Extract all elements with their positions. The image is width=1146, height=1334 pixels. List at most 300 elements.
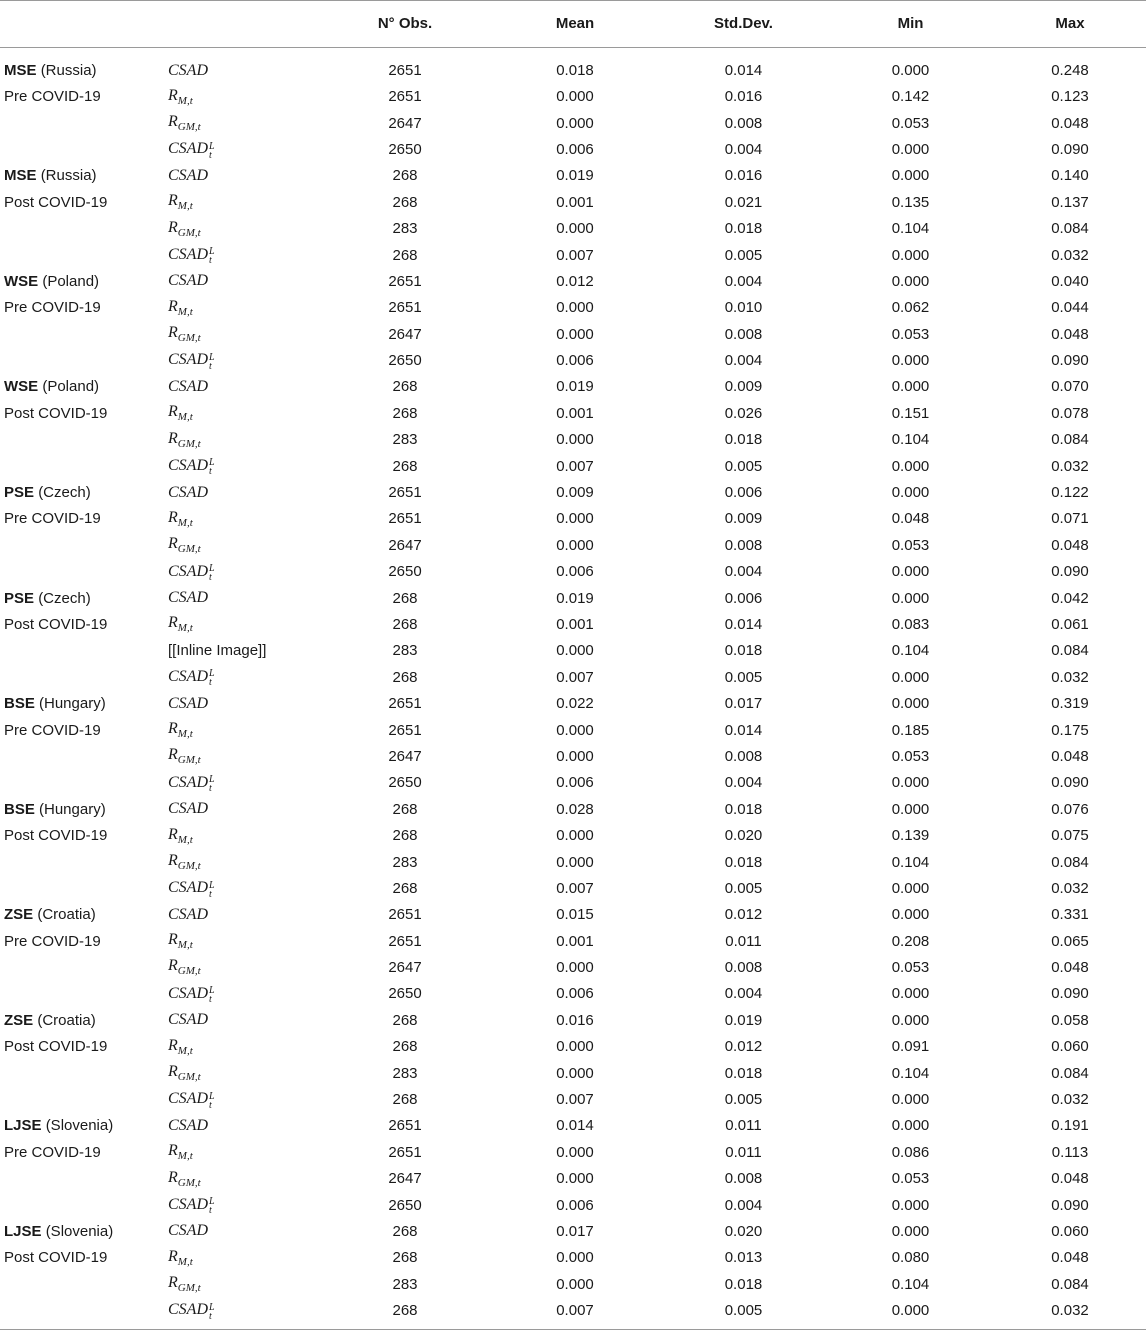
market-cell xyxy=(0,400,168,426)
variable-subscript: M,t xyxy=(177,833,193,846)
market-cell xyxy=(0,189,168,215)
variable-cell xyxy=(168,268,320,294)
table-row xyxy=(0,136,1146,162)
variable-cell xyxy=(168,400,320,426)
obs-cell: 283 xyxy=(392,1064,418,1082)
mean-cell: 0.001 xyxy=(556,404,594,422)
table-row xyxy=(0,1218,1146,1244)
variable-base: CSAD xyxy=(168,1116,208,1134)
market-cell xyxy=(0,1166,168,1192)
std-dev-cell: 0.004 xyxy=(724,774,763,792)
obs-cell: 2647 xyxy=(388,114,422,132)
obs-cell: 2647 xyxy=(388,747,422,765)
variable-base: CSAD xyxy=(168,562,208,580)
min-cell: 0.080 xyxy=(891,1249,930,1267)
variable-cell xyxy=(168,928,320,954)
mean-cell: 0.007 xyxy=(556,668,594,686)
std-dev-cell: 0.006 xyxy=(724,484,763,502)
variable-subscript: t xyxy=(209,1099,212,1111)
market-cell xyxy=(0,295,168,321)
mean-cell: 0.000 xyxy=(556,510,594,528)
mean-cell: 0.022 xyxy=(556,695,594,713)
variable-symbol xyxy=(168,1168,201,1189)
variable-subscript: M,t xyxy=(177,1255,193,1268)
market-cell xyxy=(0,1218,168,1244)
market-cell xyxy=(0,1245,168,1271)
max-cell: 0.060 xyxy=(1051,1038,1089,1056)
variable-symbol xyxy=(168,1195,215,1217)
max-cell: 0.331 xyxy=(1051,906,1089,924)
variable-cell xyxy=(168,1192,320,1218)
variable-supsub xyxy=(209,669,215,687)
market-country: (Croatia) xyxy=(37,1011,96,1029)
market-cell xyxy=(0,1086,168,1112)
std-dev-cell: 0.013 xyxy=(724,1249,763,1267)
std-dev-cell: 0.004 xyxy=(724,1196,763,1214)
obs-cell: 268 xyxy=(392,1091,418,1109)
variable-base: CSAD xyxy=(168,166,208,184)
table-row xyxy=(0,321,1146,347)
variable-cell xyxy=(168,849,320,875)
variable-base: CSAD xyxy=(168,984,208,1002)
table-row xyxy=(0,84,1146,110)
inline-image-placeholder: [[Inline Image]] xyxy=(168,642,267,660)
market-cell xyxy=(0,1113,168,1139)
obs-cell: 2651 xyxy=(388,695,422,713)
mean-cell: 0.000 xyxy=(556,536,594,554)
min-cell: 0.000 xyxy=(891,246,930,264)
variable-symbol xyxy=(168,112,201,134)
table-row xyxy=(0,559,1146,585)
min-cell: 0.086 xyxy=(891,1143,930,1161)
obs-cell: 283 xyxy=(392,853,418,871)
market-cell xyxy=(0,506,168,532)
period-label: Post COVID-19 xyxy=(4,193,108,211)
std-dev-cell: 0.011 xyxy=(725,932,762,950)
max-cell: 0.090 xyxy=(1051,563,1089,581)
table-row xyxy=(0,717,1146,743)
variable-cell xyxy=(168,796,320,822)
variable-symbol xyxy=(168,773,215,795)
variable-base: R xyxy=(168,508,178,526)
table-row xyxy=(0,506,1146,532)
obs-cell: 283 xyxy=(392,642,418,660)
variable-symbol xyxy=(168,86,193,107)
std-dev-cell: 0.008 xyxy=(724,325,763,343)
table-row xyxy=(0,954,1146,980)
mean-cell: 0.000 xyxy=(556,88,594,106)
obs-cell: 2651 xyxy=(388,1143,422,1161)
table-row xyxy=(0,664,1146,690)
variable-base: CSAD xyxy=(168,1195,208,1213)
min-cell: 0.000 xyxy=(891,879,930,897)
market-cell xyxy=(0,770,168,796)
table-row xyxy=(0,638,1146,664)
variable-base: R xyxy=(168,192,178,210)
max-cell: 0.032 xyxy=(1051,457,1089,475)
min-cell: 0.000 xyxy=(891,167,930,185)
variable-base: CSAD xyxy=(168,272,208,290)
variable-base: CSAD xyxy=(168,377,208,395)
mean-cell: 0.000 xyxy=(556,1038,594,1056)
table-row xyxy=(0,902,1146,928)
std-dev-cell: 0.012 xyxy=(724,906,763,924)
mean-cell: 0.001 xyxy=(556,193,594,211)
obs-cell: 2650 xyxy=(388,774,422,792)
table-row xyxy=(0,242,1146,268)
max-cell: 0.084 xyxy=(1051,431,1089,449)
variable-base: R xyxy=(168,324,178,342)
variable-cell xyxy=(168,427,320,453)
variable-subscript: GM,t xyxy=(177,965,201,978)
variable-base: R xyxy=(168,825,178,843)
variable-cell xyxy=(168,611,320,637)
max-cell: 0.084 xyxy=(1051,1064,1089,1082)
min-cell: 0.000 xyxy=(891,457,930,475)
variable-symbol xyxy=(168,695,208,712)
mean-cell: 0.007 xyxy=(556,1301,594,1319)
std-dev-cell: 0.004 xyxy=(724,272,763,290)
max-cell: 0.090 xyxy=(1051,352,1089,370)
mean-cell: 0.014 xyxy=(556,1117,594,1135)
min-cell: 0.000 xyxy=(891,1117,930,1135)
variable-cell xyxy=(168,110,320,136)
min-cell: 0.104 xyxy=(891,431,930,449)
market-country: (Russia) xyxy=(40,62,97,80)
market-code: BSE xyxy=(4,800,35,818)
variable-supsub xyxy=(209,247,215,265)
min-cell: 0.135 xyxy=(891,193,930,211)
variable-base: CSAD xyxy=(168,589,208,607)
table-row xyxy=(0,770,1146,796)
obs-cell: 268 xyxy=(392,616,418,633)
table-row xyxy=(0,347,1146,373)
obs-cell: 2651 xyxy=(388,721,422,739)
std-dev-cell: 0.005 xyxy=(724,246,763,264)
obs-cell: 2651 xyxy=(388,932,422,950)
std-dev-cell: 0.014 xyxy=(724,616,763,633)
max-cell: 0.032 xyxy=(1051,246,1089,264)
mean-cell: 0.000 xyxy=(556,747,594,765)
mean-cell: 0.009 xyxy=(556,484,594,502)
market-country: (Poland) xyxy=(42,378,100,396)
mean-cell: 0.019 xyxy=(556,378,594,396)
max-cell: 0.191 xyxy=(1051,1117,1089,1135)
obs-cell: 268 xyxy=(392,378,418,396)
variable-symbol xyxy=(168,931,193,952)
market-code: MSE xyxy=(4,167,37,185)
std-dev-cell: 0.016 xyxy=(724,167,763,185)
std-dev-cell: 0.020 xyxy=(724,1222,763,1240)
obs-cell: 2650 xyxy=(388,140,422,158)
obs-cell: 2647 xyxy=(388,536,422,554)
bottom-rule xyxy=(0,1329,1146,1330)
variable-subscript: M,t xyxy=(177,1150,193,1163)
mean-cell: 0.012 xyxy=(556,272,594,290)
variable-cell xyxy=(168,1086,320,1112)
variable-cell xyxy=(168,743,320,769)
table-row xyxy=(0,875,1146,901)
variable-cell xyxy=(168,1034,320,1060)
min-cell: 0.000 xyxy=(891,140,930,158)
variable-symbol xyxy=(168,825,193,846)
variable-symbol xyxy=(168,851,201,873)
max-cell: 0.123 xyxy=(1051,88,1089,106)
max-cell: 0.048 xyxy=(1051,325,1089,343)
variable-cell xyxy=(168,506,320,532)
variable-base: CSAD xyxy=(168,140,208,158)
mean-cell: 0.006 xyxy=(556,1196,594,1214)
market-cell xyxy=(0,954,168,980)
std-dev-cell: 0.018 xyxy=(724,1064,763,1082)
variable-base: R xyxy=(168,218,178,236)
max-cell: 0.090 xyxy=(1051,985,1089,1003)
variable-base: R xyxy=(168,1036,178,1054)
variable-subscript: M,t xyxy=(177,94,193,107)
max-cell: 0.113 xyxy=(1051,1143,1089,1161)
obs-cell: 268 xyxy=(392,167,418,185)
std-dev-cell: 0.019 xyxy=(724,1011,763,1029)
mean-cell: 0.007 xyxy=(556,879,594,897)
variable-cell xyxy=(168,690,320,716)
max-cell: 0.084 xyxy=(1051,642,1089,660)
variable-base: CSAD xyxy=(168,1222,208,1240)
min-cell: 0.091 xyxy=(891,1038,930,1056)
variable-subscript: t xyxy=(209,149,212,161)
period-label: Post COVID-19 xyxy=(4,1038,108,1056)
variable-symbol xyxy=(168,746,201,767)
variable-symbol xyxy=(168,562,215,583)
market-cell xyxy=(0,928,168,954)
max-cell: 0.140 xyxy=(1051,167,1089,185)
variable-base: R xyxy=(168,614,178,632)
obs-cell: 283 xyxy=(392,1275,418,1293)
variable-base: R xyxy=(168,535,178,553)
std-dev-cell: 0.011 xyxy=(725,1117,762,1135)
min-cell: 0.000 xyxy=(891,352,930,370)
variable-subscript: M,t xyxy=(177,728,193,741)
period-label: Post COVID-19 xyxy=(4,827,108,845)
variable-symbol xyxy=(168,1247,193,1268)
table-row xyxy=(0,215,1146,241)
table-row xyxy=(0,585,1146,611)
max-cell: 0.090 xyxy=(1051,774,1089,792)
market-cell xyxy=(0,822,168,848)
header-std-dev: Std.Dev. xyxy=(660,1,827,48)
variable-base: CSAD xyxy=(168,61,208,79)
table-row xyxy=(0,1139,1146,1165)
market-country: (Poland) xyxy=(42,272,100,290)
variable-subscript: GM,t xyxy=(177,543,201,556)
obs-cell: 2651 xyxy=(388,272,422,290)
market-cell xyxy=(0,48,168,84)
variable-cell xyxy=(168,1139,320,1165)
obs-cell: 2650 xyxy=(388,1196,422,1214)
variable-symbol xyxy=(168,800,208,817)
variable-cell xyxy=(168,638,320,664)
min-cell: 0.000 xyxy=(891,695,930,713)
max-cell: 0.048 xyxy=(1051,1170,1089,1188)
market-cell xyxy=(0,1192,168,1218)
max-cell: 0.032 xyxy=(1051,1301,1089,1319)
variable-symbol xyxy=(168,508,193,530)
variable-symbol xyxy=(168,140,215,161)
table-row xyxy=(0,1060,1146,1086)
std-dev-cell: 0.021 xyxy=(724,193,763,211)
variable-cell xyxy=(168,295,320,321)
max-cell: 0.048 xyxy=(1051,536,1089,554)
variable-symbol xyxy=(168,218,201,239)
variable-base: R xyxy=(168,429,178,447)
obs-cell: 2651 xyxy=(388,299,422,317)
variable-subscript: t xyxy=(209,1205,212,1217)
mean-cell: 0.017 xyxy=(556,1222,594,1240)
min-cell: 0.000 xyxy=(891,1091,930,1109)
mean-cell: 0.000 xyxy=(556,325,594,343)
obs-cell: 2647 xyxy=(388,325,422,343)
variable-subscript: M,t xyxy=(177,517,193,530)
min-cell: 0.139 xyxy=(891,827,930,845)
market-cell xyxy=(0,585,168,611)
market-cell xyxy=(0,1271,168,1297)
min-cell: 0.048 xyxy=(891,510,930,528)
variable-cell xyxy=(168,321,320,347)
table-row xyxy=(0,1297,1146,1329)
variable-cell xyxy=(168,1297,320,1329)
max-cell: 0.084 xyxy=(1051,853,1089,871)
mean-cell: 0.007 xyxy=(556,1091,594,1109)
obs-cell: 268 xyxy=(392,1249,418,1267)
std-dev-cell: 0.018 xyxy=(724,642,763,660)
obs-cell: 2650 xyxy=(388,563,422,581)
market-cell xyxy=(0,664,168,690)
max-cell: 0.319 xyxy=(1051,695,1089,713)
table-row xyxy=(0,268,1146,294)
max-cell: 0.032 xyxy=(1051,879,1089,897)
min-cell: 0.000 xyxy=(891,62,930,80)
variable-cell xyxy=(168,1113,320,1139)
variable-superscript: L xyxy=(209,562,215,574)
market-country: (Czech) xyxy=(38,484,91,502)
variable-base: CSAD xyxy=(168,1301,208,1319)
table-row xyxy=(0,928,1146,954)
std-dev-cell: 0.005 xyxy=(724,1301,763,1319)
market-code: PSE xyxy=(4,484,35,502)
min-cell: 0.000 xyxy=(891,1196,930,1214)
std-dev-cell: 0.005 xyxy=(724,457,763,475)
min-cell: 0.062 xyxy=(891,299,930,317)
variable-base: R xyxy=(168,931,178,949)
std-dev-cell: 0.005 xyxy=(724,879,763,897)
min-cell: 0.000 xyxy=(891,774,930,792)
variable-symbol xyxy=(168,719,193,741)
variable-superscript: L xyxy=(209,246,215,258)
variable-base: CSAD xyxy=(168,1090,208,1108)
variable-superscript: L xyxy=(209,1090,215,1102)
max-cell: 0.070 xyxy=(1051,378,1089,396)
obs-cell: 2651 xyxy=(388,1117,422,1135)
variable-cell xyxy=(168,347,320,373)
variable-cell xyxy=(168,453,320,479)
mean-cell: 0.006 xyxy=(556,352,594,370)
variable-symbol xyxy=(168,457,215,478)
std-dev-cell: 0.020 xyxy=(724,827,763,845)
period-label: Post COVID-19 xyxy=(4,616,108,633)
std-dev-cell: 0.016 xyxy=(724,88,763,106)
mean-cell: 0.000 xyxy=(556,1064,594,1082)
period-label: Pre COVID-19 xyxy=(4,721,101,739)
market-country: (Hungary) xyxy=(39,800,106,818)
variable-cell xyxy=(168,1060,320,1086)
max-cell: 0.040 xyxy=(1051,272,1089,290)
max-cell: 0.078 xyxy=(1051,404,1089,422)
variable-subscript: t xyxy=(209,888,212,900)
std-dev-cell: 0.017 xyxy=(724,695,763,713)
variable-subscript: GM,t xyxy=(177,437,201,450)
market-cell xyxy=(0,875,168,901)
market-cell xyxy=(0,638,168,664)
variable-cell xyxy=(168,479,320,505)
variable-subscript: t xyxy=(209,571,212,583)
variable-cell xyxy=(168,664,320,690)
table-row xyxy=(0,532,1146,558)
obs-cell: 268 xyxy=(392,1222,418,1240)
max-cell: 0.076 xyxy=(1051,800,1089,818)
variable-base: CSAD xyxy=(168,1011,208,1029)
variable-symbol xyxy=(168,1063,201,1084)
min-cell: 0.000 xyxy=(891,800,930,818)
variable-base: R xyxy=(168,112,178,130)
variable-cell xyxy=(168,1007,320,1033)
market-cell xyxy=(0,427,168,453)
table-body xyxy=(0,48,1146,1330)
mean-cell: 0.001 xyxy=(556,932,594,950)
header-max: Max xyxy=(994,1,1146,48)
variable-symbol xyxy=(168,879,215,900)
std-dev-cell: 0.005 xyxy=(724,668,763,686)
max-cell: 0.042 xyxy=(1051,589,1089,607)
std-dev-cell: 0.010 xyxy=(724,299,763,317)
period-label: Pre COVID-19 xyxy=(4,932,101,950)
variable-base: R xyxy=(168,957,178,975)
market-cell xyxy=(0,1007,168,1033)
max-cell: 0.032 xyxy=(1051,1091,1089,1109)
variable-symbol xyxy=(168,1036,193,1057)
min-cell: 0.000 xyxy=(891,1011,930,1029)
variable-cell xyxy=(168,717,320,743)
table-row xyxy=(0,849,1146,875)
mean-cell: 0.007 xyxy=(556,246,594,264)
variable-base: CSAD xyxy=(168,457,208,474)
market-cell xyxy=(0,347,168,373)
std-dev-cell: 0.008 xyxy=(724,114,763,132)
table-row xyxy=(0,163,1146,189)
variable-superscript: L xyxy=(209,985,215,997)
max-cell: 0.084 xyxy=(1051,1275,1089,1293)
mean-cell: 0.000 xyxy=(556,299,594,317)
variable-base: R xyxy=(168,1274,178,1292)
table-row xyxy=(0,374,1146,400)
max-cell: 0.084 xyxy=(1051,220,1089,238)
mean-cell: 0.000 xyxy=(556,827,594,845)
min-cell: 0.000 xyxy=(891,906,930,924)
variable-subscript: t xyxy=(209,1310,212,1322)
variable-symbol xyxy=(168,1117,208,1134)
mean-cell: 0.000 xyxy=(556,1275,594,1293)
max-cell: 0.060 xyxy=(1051,1222,1089,1240)
max-cell: 0.071 xyxy=(1051,510,1089,528)
obs-cell: 268 xyxy=(392,589,418,607)
